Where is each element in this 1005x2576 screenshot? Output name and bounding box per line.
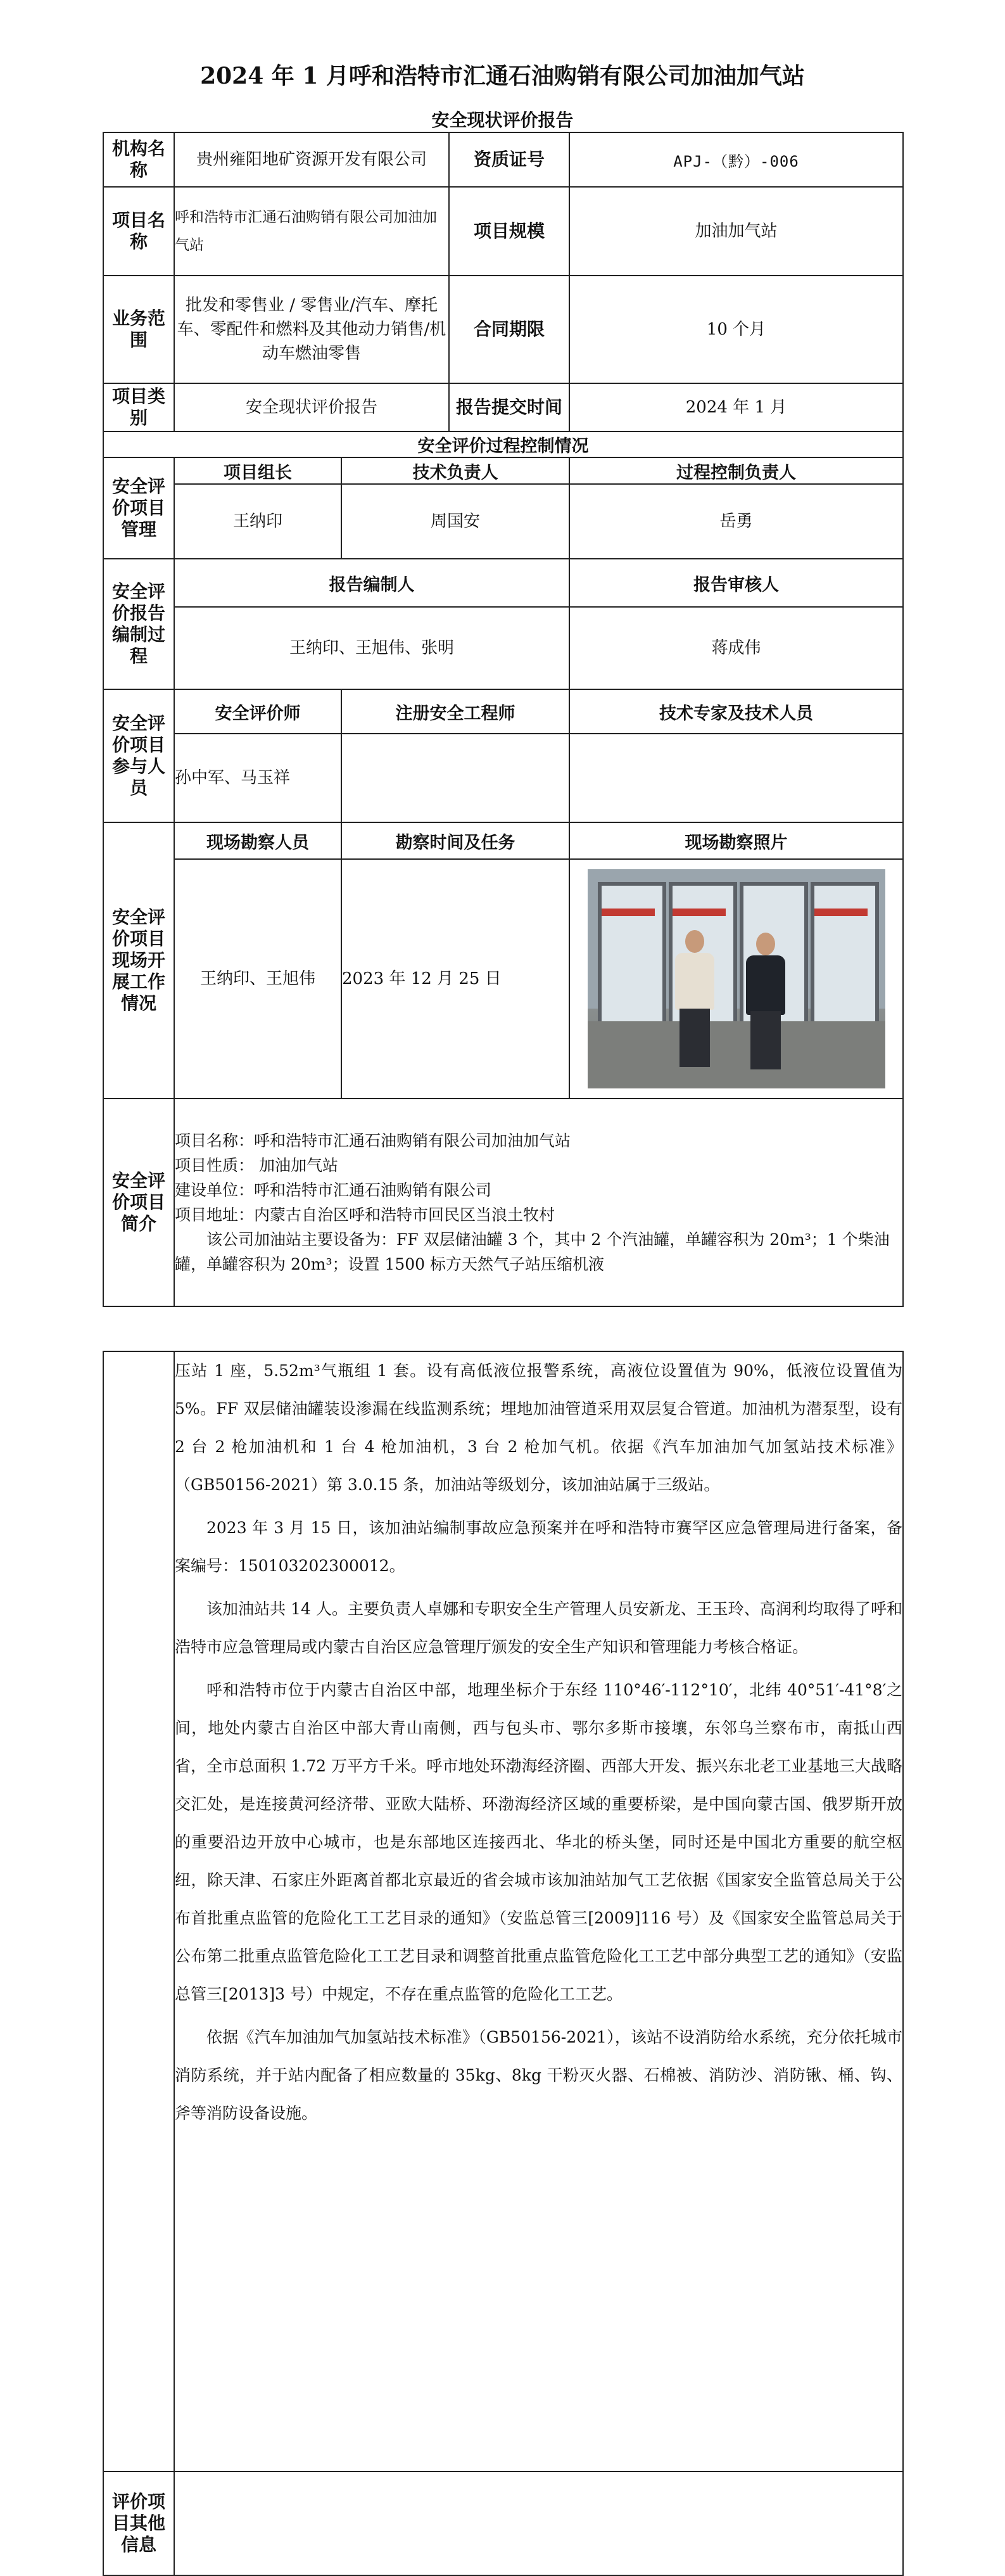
intro-line-builder: 建设单位：呼和浩特市汇通石油购销有限公司 bbox=[175, 1181, 492, 1199]
mgmt-value-process: 岳勇 bbox=[569, 484, 903, 559]
prep-header-reviewer: 报告审核人 bbox=[569, 559, 903, 607]
document-subtitle: 安全现状评价报告 bbox=[431, 110, 574, 131]
prep-label: 安全评价报告编制过程 bbox=[103, 559, 174, 689]
prep-value-author: 王纳印、王旭伟、张明 bbox=[174, 607, 569, 689]
submit-time-label: 报告提交时间 bbox=[449, 383, 569, 431]
business-scope-value: 批发和零售业 / 零售业/汽车、摩托车、零配件和燃料及其他动力销售/机动车燃油零售 bbox=[174, 276, 449, 383]
mgmt-value-leader: 王纳印 bbox=[174, 484, 341, 559]
intro-label: 安全评价项目简介 bbox=[103, 1099, 174, 1306]
equipment-paragraph-continued: 压站 1 座，5.52m³气瓶组 1 套。设有高低液位报警系统，高液位设置值为 90%，低液位设置值为 5%。FF 双层储油罐装设渗漏在线监测系统；埋地加油管道采用双层复合管道。加油机为潜泵型，设有 2 台 2 枪加油机和 1 台 4 枪加油机，3 台 2 枪加气机。依据《汽车加油加气加氢站技术标准》（GB50156-2021）第 3.0.15 条，加油站等级划分，该加油站属于三级站。 bbox=[175, 1361, 902, 1494]
contract-term-value: 10 个月 bbox=[569, 276, 903, 383]
participants-label: 安全评价项目参与人员 bbox=[103, 689, 174, 822]
site-photo-cell bbox=[569, 859, 903, 1099]
document-title: 2024 年 1 月呼和浩特市汇通石油购销有限公司加油加气站 bbox=[200, 63, 805, 89]
mgmt-value-tech: 周国安 bbox=[341, 484, 569, 559]
site-photo bbox=[588, 869, 885, 1088]
prep-value-reviewer: 蒋成伟 bbox=[569, 607, 903, 689]
participants-value-engineer bbox=[341, 734, 569, 822]
mgmt-header-process: 过程控制负责人 bbox=[569, 457, 903, 484]
intro-line-project-nature: 项目性质： 加油加气站 bbox=[175, 1156, 338, 1175]
continuation-label-cell bbox=[103, 1351, 174, 2471]
cert-no-value: APJ-（黔）-006 bbox=[569, 132, 903, 187]
participants-header-engineer: 注册安全工程师 bbox=[341, 689, 569, 734]
site-header-time: 勘察时间及任务 bbox=[341, 822, 569, 859]
participants-value-expert bbox=[569, 734, 903, 822]
participants-value-assessor: 孙中军、马玉祥 bbox=[174, 734, 341, 822]
other-info-value bbox=[174, 2471, 903, 2575]
report-table-page-2 bbox=[103, 1351, 904, 2576]
mgmt-header-tech: 技术负责人 bbox=[341, 457, 569, 484]
intro-line-project-name: 项目名称：呼和浩特市汇通石油购销有限公司加油加气站 bbox=[175, 1132, 571, 1150]
intro-equipment-paragraph: 该公司加油站主要设备为：FF 双层储油罐 3 个，其中 2 个汽油罐，单罐容积为 20m³；1 个柴油罐，单罐容积为 20m³；设置 1500 标方天然气子站压缩机液 bbox=[175, 1230, 890, 1273]
intro-line-address: 项目地址：内蒙古自治区呼和浩特市回民区当浪土牧村 bbox=[175, 1206, 555, 1224]
participants-header-assessor: 安全评价师 bbox=[174, 689, 341, 734]
project-scale-value: 加油加气站 bbox=[569, 187, 903, 276]
org-name-value: 贵州雍阳地矿资源开发有限公司 bbox=[174, 132, 449, 187]
other-info-label: 评价项目其他信息 bbox=[103, 2471, 174, 2575]
contract-term-label: 合同期限 bbox=[449, 276, 569, 383]
project-name-label: 项目名称 bbox=[103, 187, 174, 276]
process-control-heading: 安全评价过程控制情况 bbox=[103, 431, 903, 457]
continuation-content bbox=[174, 1351, 903, 2471]
project-type-value: 安全现状评价报告 bbox=[174, 383, 449, 431]
prep-header-author: 报告编制人 bbox=[174, 559, 569, 607]
site-header-people: 现场勘察人员 bbox=[174, 822, 341, 859]
site-date-value: 2023 年 12 月 25 日 bbox=[341, 859, 569, 1099]
emergency-plan-paragraph: 2023 年 3 月 15 日，该加油站编制事故应急预案并在呼和浩特市赛罕区应急管理局进行备案，备案编号：150103202300012。 bbox=[175, 1519, 902, 1575]
org-name-label: 机构名称 bbox=[103, 132, 174, 187]
project-type-label: 项目类别 bbox=[103, 383, 174, 431]
project-scale-label: 项目规模 bbox=[449, 187, 569, 276]
location-process-paragraph: 呼和浩特市位于内蒙古自治区中部，地理坐标介于东经 110°46′-112°10′，北纬 40°51′-41°8′之间，地处内蒙古自治区中部大青山南侧，西与包头市、鄂尔多斯市接壤，东邻乌兰察布市，南抵山西省，全市总面积 1.72 万平方千米。呼市地处环渤海经济圈、西部大开发、振兴东北老工业基地三大战略交汇处，是连接黄河经济带、亚欧大陆桥、环渤海经济区域的重要桥梁，是中国向蒙古国、俄罗斯开放的重要沿边开放中心城市，也是东部地区连接西北、华北的桥头堡，同时还是中国北方重要的航空枢纽，除天津、石家庄外距离首都北京最近的省会城市该加油站加气工艺依据《国家安全监管总局关于公布首批重点监管的危险化工工艺目录的通知》（安监总管三[2009]116 号）及《国家安全监管总局关于公布第二批重点监管危险化工工艺目录和调整首批重点监管危险化工工艺中部分典型工艺的通知》（安监总管三[2013]3 号）中规定，不存在重点监管的危险化工工艺。 bbox=[175, 1681, 902, 2003]
report-table-page-1 bbox=[103, 132, 904, 1307]
site-people-value: 王纳印、王旭伟 bbox=[174, 859, 341, 1099]
submit-time-value: 2024 年 1 月 bbox=[569, 383, 903, 431]
mgmt-header-leader: 项目组长 bbox=[174, 457, 341, 484]
intro-content bbox=[174, 1099, 903, 1306]
mgmt-label: 安全评价项目管理 bbox=[103, 457, 174, 559]
cert-no-label: 资质证号 bbox=[449, 132, 569, 187]
participants-header-expert: 技术专家及技术人员 bbox=[569, 689, 903, 734]
staff-paragraph: 该加油站共 14 人。主要负责人卓娜和专职安全生产管理人员安新龙、王玉玲、高润利均取得了呼和浩特市应急管理局或内蒙古自治区应急管理厅颁发的安全生产知识和管理能力考核合格证。 bbox=[175, 1600, 902, 1656]
business-scope-label: 业务范围 bbox=[103, 276, 174, 383]
site-header-photo: 现场勘察照片 bbox=[569, 822, 903, 859]
fire-protection-paragraph: 依据《汽车加油加气加氢站技术标准》（GB50156-2021），该站不设消防给水系统，充分依托城市消防系统，并于站内配备了相应数量的 35kg、8kg 干粉灭火器、石棉被、消防沙、消防锹、桶、钩、斧等消防设备设施。 bbox=[175, 2028, 902, 2122]
project-name-value: 呼和浩特市汇通石油购销有限公司加油加气站 bbox=[174, 187, 449, 276]
site-work-label: 安全评价项目现场开展工作情况 bbox=[103, 822, 174, 1099]
